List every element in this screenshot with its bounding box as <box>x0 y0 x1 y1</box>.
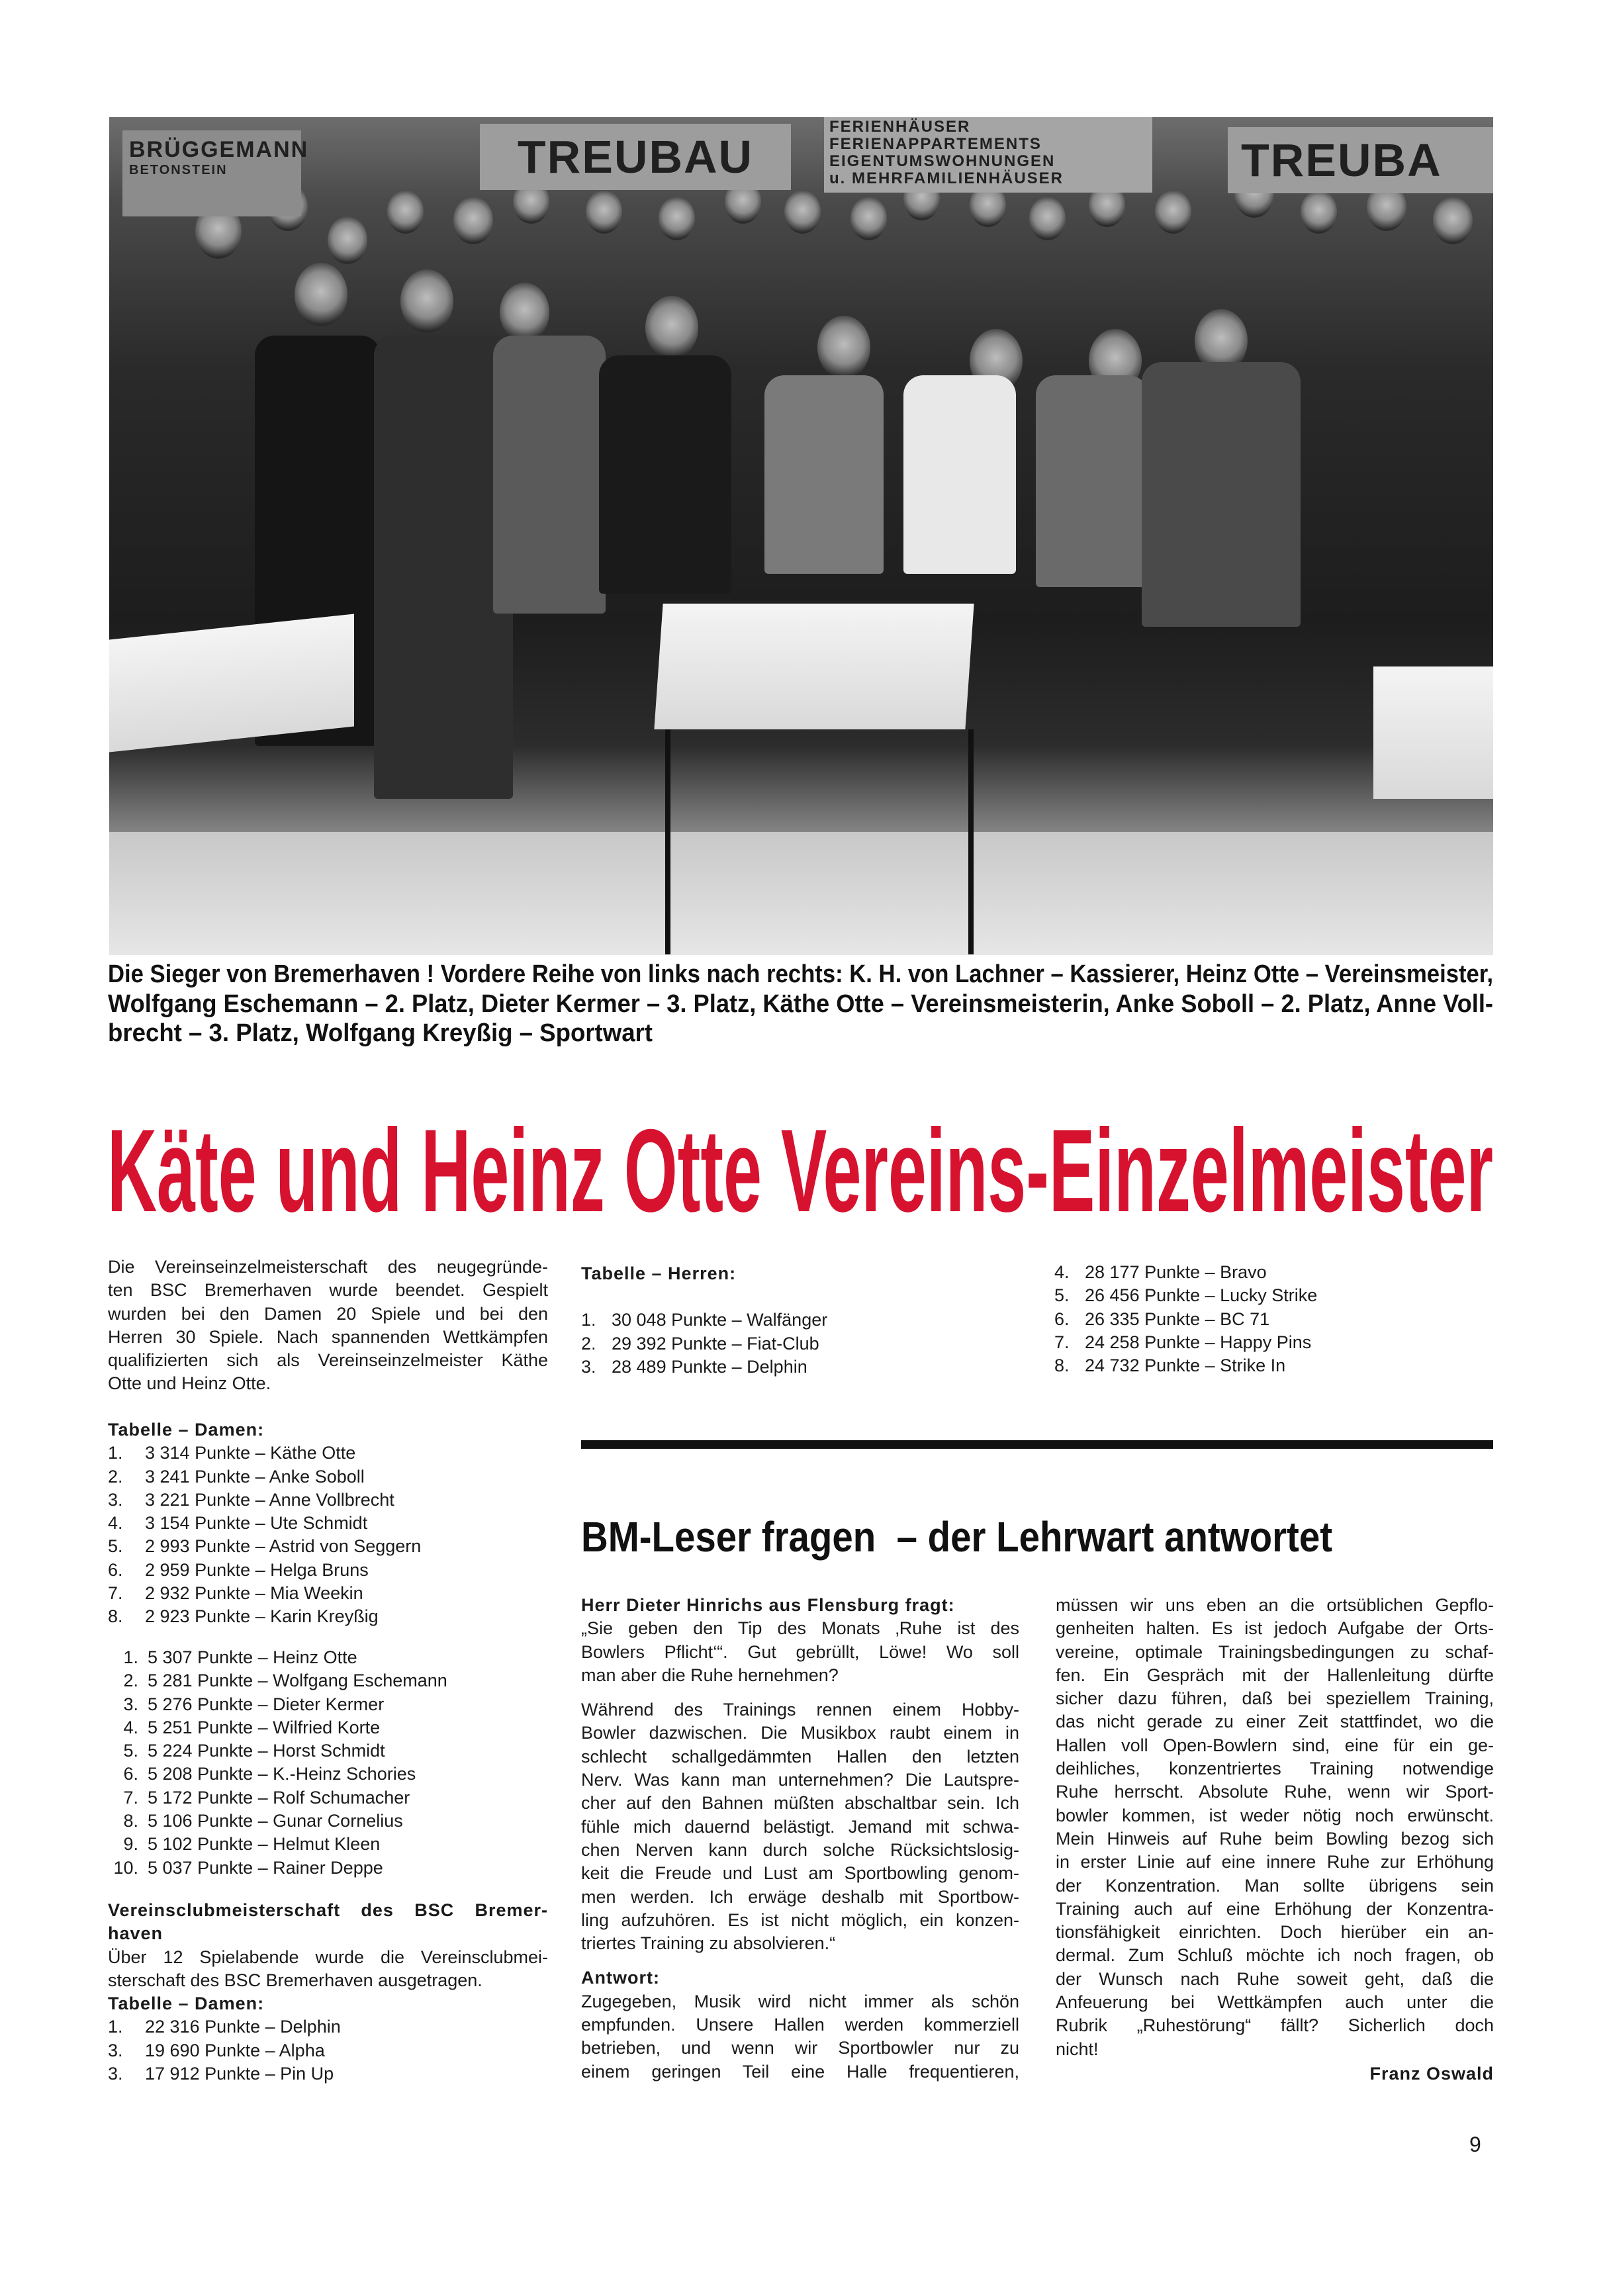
person-head <box>645 296 698 359</box>
herren-einzel-table <box>108 1646 548 1880</box>
text-line: genheiten halten. Es ist jedoch Aufgabe der Orts- <box>1056 1618 1494 1639</box>
row-text: 24 258 Punkte – Happy Pins <box>1085 1332 1312 1352</box>
row-text: 17 912 Punkte – Pin Up <box>145 2064 334 2084</box>
table-row <box>108 1716 548 1739</box>
rank: 7. <box>108 1583 123 1604</box>
club-damen-title: Tabelle – Damen: <box>108 1994 265 2014</box>
text-line: Bowler dazwischen. Die Musikbox raubt einem in <box>581 1723 1019 1743</box>
rank: 1. <box>581 1310 596 1330</box>
text-line: keit die Freude und Lust am Sportbowling genom- <box>581 1863 1019 1884</box>
person-head <box>400 269 453 333</box>
bm-heading <box>580 1509 1374 1562</box>
person-head <box>328 216 367 264</box>
photo-caption <box>108 958 1494 1051</box>
text-line: Hallen voll Open-Bowlern sind, eine für ein ge- <box>1056 1735 1494 1755</box>
rank: 1. <box>123 1647 138 1667</box>
row-text: 5 307 Punkte – Heinz Otte <box>148 1647 357 1667</box>
text-line: dermal. Zum Schluß möchte ich noch fragen, ob <box>1056 1945 1494 1966</box>
sign-treubau-left <box>480 124 791 190</box>
club-herren-table-b <box>1054 1261 1491 1377</box>
trophy-table <box>654 604 974 729</box>
rank: 5. <box>123 1741 138 1761</box>
row-text: 5 208 Punkte – K.-Heinz Schories <box>148 1764 416 1784</box>
person-body <box>599 355 731 594</box>
text-line: deihliches, konzentriertes Training notwendige <box>1056 1759 1494 1779</box>
rank: 4. <box>1054 1262 1070 1282</box>
row-text: 26 335 Punkte – BC 71 <box>1085 1309 1270 1329</box>
rank: 2. <box>123 1671 138 1691</box>
rank: 2. <box>108 1466 123 1487</box>
row-text: 3 241 Punkte – Anke Soboll <box>145 1466 365 1487</box>
headline-text: Käte und Heinz Otte Vereins-Einzelmeister <box>107 1112 1493 1224</box>
sign-text: FERIENHÄUSER <box>829 118 971 136</box>
row-text: 28 489 Punkte – Delphin <box>612 1356 807 1377</box>
club-text: sterschaft des BSC Bremerhaven ausgetragen. <box>108 1970 482 1990</box>
text-line: einem geringen Teil eine Halle frequentieren, <box>581 2061 1019 2082</box>
text-line: der Konzentration. Man sollte übrigens sein <box>1056 1875 1494 1896</box>
row-text: 5 251 Punkte – Wilfried Korte <box>148 1717 381 1737</box>
text-line: ten BSC Bremerhaven wurde beendet. Gespielt <box>108 1280 548 1301</box>
table-row <box>108 2039 548 2062</box>
person-head <box>817 316 870 379</box>
text-line: nicht! <box>1056 2039 1099 2059</box>
row-text: 5 224 Punkte – Horst Schmidt <box>148 1741 385 1761</box>
bm-question <box>581 1594 1019 2084</box>
table-row <box>108 1559 548 1582</box>
text-line: triertes Training zu absolvieren.“ <box>581 1933 836 1954</box>
table-row <box>581 1332 1018 1355</box>
text-line: cher auf den Bahnen müßten abschaltbar sein. Ich <box>581 1793 1019 1814</box>
damen-einzel-title: Tabelle – Damen: <box>108 1420 265 1440</box>
table-row <box>108 1669 548 1692</box>
club-herren-table-a <box>581 1262 1018 1379</box>
text-line: Training auch auf eine Erhöhung der Konzentra- <box>1056 1898 1494 1919</box>
row-text: 3 314 Punkte – Käthe Otte <box>145 1443 356 1463</box>
row-text: 19 690 Punkte – Alpha <box>145 2040 325 2060</box>
headline <box>106 1112 1496 1224</box>
table-row <box>1054 1261 1491 1284</box>
table-row <box>108 2015 548 2039</box>
text-line: fühle mich dauernd belästigt. Jemand mit schwa- <box>581 1816 1019 1837</box>
text-line: Ruhe herrscht. Absolute Ruhe, wenn wir Sport- <box>1056 1782 1494 1802</box>
text-line: Bowlers Pflicht‘“. Gut gebrüllt, Löwe! Wo soll <box>581 1641 1019 1662</box>
sign-text: TREUBA <box>1241 134 1442 186</box>
caption-line: brecht – 3. Platz, Wolfgang Kreyßig – Sportwart <box>108 1019 653 1047</box>
rank: 6. <box>1054 1309 1070 1329</box>
table-row <box>108 1512 548 1535</box>
club-heading: Vereinsclubmeisterschaft des BSC Bremer- <box>108 1900 548 1920</box>
table-row <box>108 1646 548 1669</box>
sign-text: EIGENTUMSWOHNUNGEN <box>829 152 1056 170</box>
rank: 1. <box>108 1443 123 1463</box>
table-row <box>108 1693 548 1716</box>
row-text: 2 993 Punkte – Astrid von Seggern <box>145 1536 422 1557</box>
sign-text: FERIENAPPARTEMENTS <box>829 135 1042 153</box>
person-head <box>295 263 347 326</box>
table-row <box>108 1582 548 1605</box>
sign-treubau-right <box>1228 127 1493 193</box>
person-head <box>387 190 424 234</box>
text-line: Mein Hinweis auf Ruhe beim Bowling bezog sich <box>1056 1828 1494 1849</box>
caption-line: Wolfgang Eschemann – 2. Platz, Dieter Kermer – 3. Platz, Käthe Otte – Vereinsmeisterin, Anke Soboll – 2. Platz, Anne Voll- <box>108 990 1493 1018</box>
text-line: chen Nerven kann durch solche Rücksichtslosig- <box>581 1839 1019 1860</box>
row-text: 24 732 Punkte – Strike In <box>1085 1355 1286 1376</box>
rank: 7. <box>1054 1332 1070 1352</box>
rank: 3. <box>123 1694 138 1714</box>
table-row <box>108 1605 548 1628</box>
club-herren-title: Tabelle – Herren: <box>581 1263 737 1283</box>
row-text: 22 316 Punkte – Delphin <box>145 2017 341 2037</box>
row-text: 3 154 Punkte – Ute Schmidt <box>145 1513 368 1534</box>
text-line: müssen wir uns eben an die ortsüblichen Gepflo- <box>1056 1595 1494 1615</box>
text-line: vereine, optimale Trainingsbedingungen zu schaf- <box>1056 1641 1494 1662</box>
row-text: 5 106 Punkte – Gunar Cornelius <box>148 1811 403 1831</box>
table-row <box>108 1442 548 1465</box>
person-body <box>1036 375 1148 587</box>
person-head <box>1301 190 1337 234</box>
row-text: 28 177 Punkte – Bravo <box>1085 1262 1267 1282</box>
answer-label: Antwort: <box>581 1968 660 1988</box>
sign-text: BRÜGGEMANN <box>129 137 309 162</box>
rank: 4. <box>108 1513 123 1534</box>
person-head <box>850 197 887 240</box>
table-row <box>108 1739 548 1763</box>
table-row <box>108 1489 548 1512</box>
person-body <box>493 336 606 614</box>
table-row <box>108 1535 548 1558</box>
rank: 5. <box>108 1536 123 1557</box>
table-row <box>581 1309 1018 1332</box>
row-text: 5 172 Punkte – Rolf Schumacher <box>148 1787 410 1808</box>
club-heading: haven <box>108 1923 163 1944</box>
text-line: Während des Trainings rennen einem Hobby- <box>581 1700 1019 1720</box>
row-text: 30 048 Punkte – Walfänger <box>612 1310 828 1330</box>
sign-ferien <box>824 117 1152 193</box>
text-line: ling aufzuhören. Es ist nicht möglich, ein konzen- <box>581 1909 1019 1930</box>
text-line: betrieben, und wenn wir Sportbowler nur zu <box>581 2038 1019 2058</box>
sign-text: u. MEHRFAMILIENHÄUSER <box>829 169 1064 187</box>
table-row <box>108 1465 548 1489</box>
table-row <box>108 2062 548 2086</box>
table-row <box>1054 1308 1491 1331</box>
caption-line: Die Sieger von Bremerhaven ! Vordere Reihe von links nach rechts: K. H. von Lachner – Kassierer, Heinz Otte – Vereinsmeister, <box>108 960 1493 988</box>
table-row <box>1054 1331 1491 1354</box>
row-text: 2 959 Punkte – Helga Bruns <box>145 1559 369 1580</box>
text-line: „Sie geben den Tip des Monats ‚Ruhe ist des <box>581 1618 1019 1639</box>
rank: 8. <box>1054 1355 1070 1376</box>
row-text: 5 037 Punkte – Rainer Deppe <box>148 1857 383 1878</box>
rank: 3. <box>581 1356 596 1377</box>
table-row <box>108 1786 548 1810</box>
person-head <box>659 197 695 240</box>
sign-text: BETONSTEIN <box>129 163 228 177</box>
bm-answer-continued <box>1056 1594 1494 2086</box>
rank: 9. <box>123 1834 138 1855</box>
text-line: wurden bei den Damen 20 Spiele und bei den <box>108 1303 548 1324</box>
club-text: Über 12 Spielabende wurde die Vereinsclubmei- <box>108 1947 548 1967</box>
table-row <box>1054 1354 1491 1377</box>
person-head <box>784 190 821 234</box>
person-body <box>374 336 513 799</box>
person-head <box>500 283 549 342</box>
table-row <box>108 1833 548 1856</box>
row-text: 29 392 Punkte – Fiat-Club <box>612 1333 819 1354</box>
section-divider <box>581 1440 1493 1449</box>
text-line: man aber die Ruhe hernehmen? <box>581 1665 839 1685</box>
text-line: der Wunsch nach Ruhe soweit geht, daß die <box>1056 1968 1494 1989</box>
rank: 5. <box>1054 1285 1070 1306</box>
author: Franz Oswald <box>1369 2063 1494 2084</box>
question-label: Herr Dieter Hinrichs aus Flensburg fragt: <box>581 1595 955 1615</box>
table-row <box>108 1810 548 1833</box>
person-head <box>1029 197 1066 240</box>
text-line: qualifizierten sich als Vereinseinzelmeister Käthe <box>108 1350 548 1371</box>
rank: 1. <box>108 2017 123 2037</box>
rank: 7. <box>123 1787 138 1808</box>
table-row <box>108 1857 548 1880</box>
row-text: 5 102 Punkte – Helmut Kleen <box>148 1834 381 1855</box>
person-head <box>586 190 622 234</box>
text-line: fen. Ein Gespräch mit der Hallenleitung dürfte <box>1056 1665 1494 1685</box>
text-line: tionsfähigkeit einrichten. Doch hierüber ein an- <box>1056 1922 1494 1943</box>
row-text: 3 221 Punkte – Anne Vollbrecht <box>145 1489 394 1510</box>
text-line: Rubrik „Ruhestörung“ fällt? Sicherlich doch <box>1056 2015 1494 2036</box>
trophy-table-legs <box>665 729 974 954</box>
damen-einzel-table <box>108 1418 548 1629</box>
bm-heading-text: BM-Leser fragen – der Lehrwart antwortet <box>581 1513 1332 1561</box>
sign-text: TREUBAU <box>517 131 754 183</box>
rank: 10. <box>113 1857 138 1878</box>
club-section <box>108 1899 548 2086</box>
row-text: 2 932 Punkte – Mia Weekin <box>145 1583 363 1604</box>
rank: 8. <box>108 1606 123 1627</box>
person-head <box>1433 197 1473 244</box>
table-row <box>581 1355 1018 1379</box>
text-line: das nicht gerade zu einer Zeit stattfindet, wo die <box>1056 1712 1494 1732</box>
rank: 6. <box>108 1559 123 1580</box>
rank: 2. <box>581 1333 596 1354</box>
rank: 4. <box>123 1717 138 1737</box>
text-line: Herren 30 Spiele. Nach spannenden Wettkämpfen <box>108 1326 548 1347</box>
text-line: Otte und Heinz Otte. <box>108 1373 271 1394</box>
person-body <box>764 375 884 574</box>
text-line: bowler kommen, ist weder nötig noch erwünscht. <box>1056 1805 1494 1825</box>
text-line: Zugegeben, Musik wird nicht immer als schön <box>581 1991 1019 2011</box>
row-text: 2 923 Punkte – Karin Kreyßig <box>145 1606 379 1627</box>
text-line: sicher dazu führen, daß bei speziellem Training, <box>1056 1688 1494 1709</box>
sign-brueggemann <box>122 130 309 216</box>
row-text: 5 276 Punkte – Dieter Kermer <box>148 1694 385 1714</box>
text-line: Die Vereinseinzelmeisterschaft des neugegründe- <box>108 1257 548 1277</box>
table-row <box>108 1763 548 1786</box>
award-photo <box>109 117 1493 955</box>
rank: 3. <box>108 2064 123 2084</box>
text-line: in erster Linie auf eine innere Ruhe zur Erhöhung <box>1056 1852 1494 1872</box>
rank: 3. <box>108 2040 123 2060</box>
text-line: Anfeuerung bei Wettkämpfen auch unter die <box>1056 1992 1494 2013</box>
row-text: 26 456 Punkte – Lucky Strike <box>1085 1285 1318 1306</box>
table-row <box>1054 1284 1491 1307</box>
rank: 3. <box>108 1489 123 1510</box>
person-head <box>453 197 493 244</box>
intro-paragraph <box>108 1256 548 1396</box>
text-line: Nerv. Was kann man unternehmen? Die Lautspre- <box>581 1770 1019 1790</box>
row-text: 5 281 Punkte – Wolfgang Eschemann <box>148 1671 447 1691</box>
text-line: men werden. Ich erwäge deshalb mit Sportbow- <box>581 1886 1019 1907</box>
side-table-right <box>1373 666 1493 799</box>
text-line: schlecht schallgedämmten Hallen den letzten <box>581 1746 1019 1767</box>
rank: 8. <box>123 1811 138 1831</box>
person-body <box>903 375 1016 574</box>
person-body <box>1142 362 1301 627</box>
person-head <box>1155 190 1191 234</box>
text-line: empfunden. Unsere Hallen werden kommerziell <box>581 2015 1019 2035</box>
page-number: 9 <box>1469 2133 1481 2156</box>
rank: 6. <box>123 1764 138 1784</box>
